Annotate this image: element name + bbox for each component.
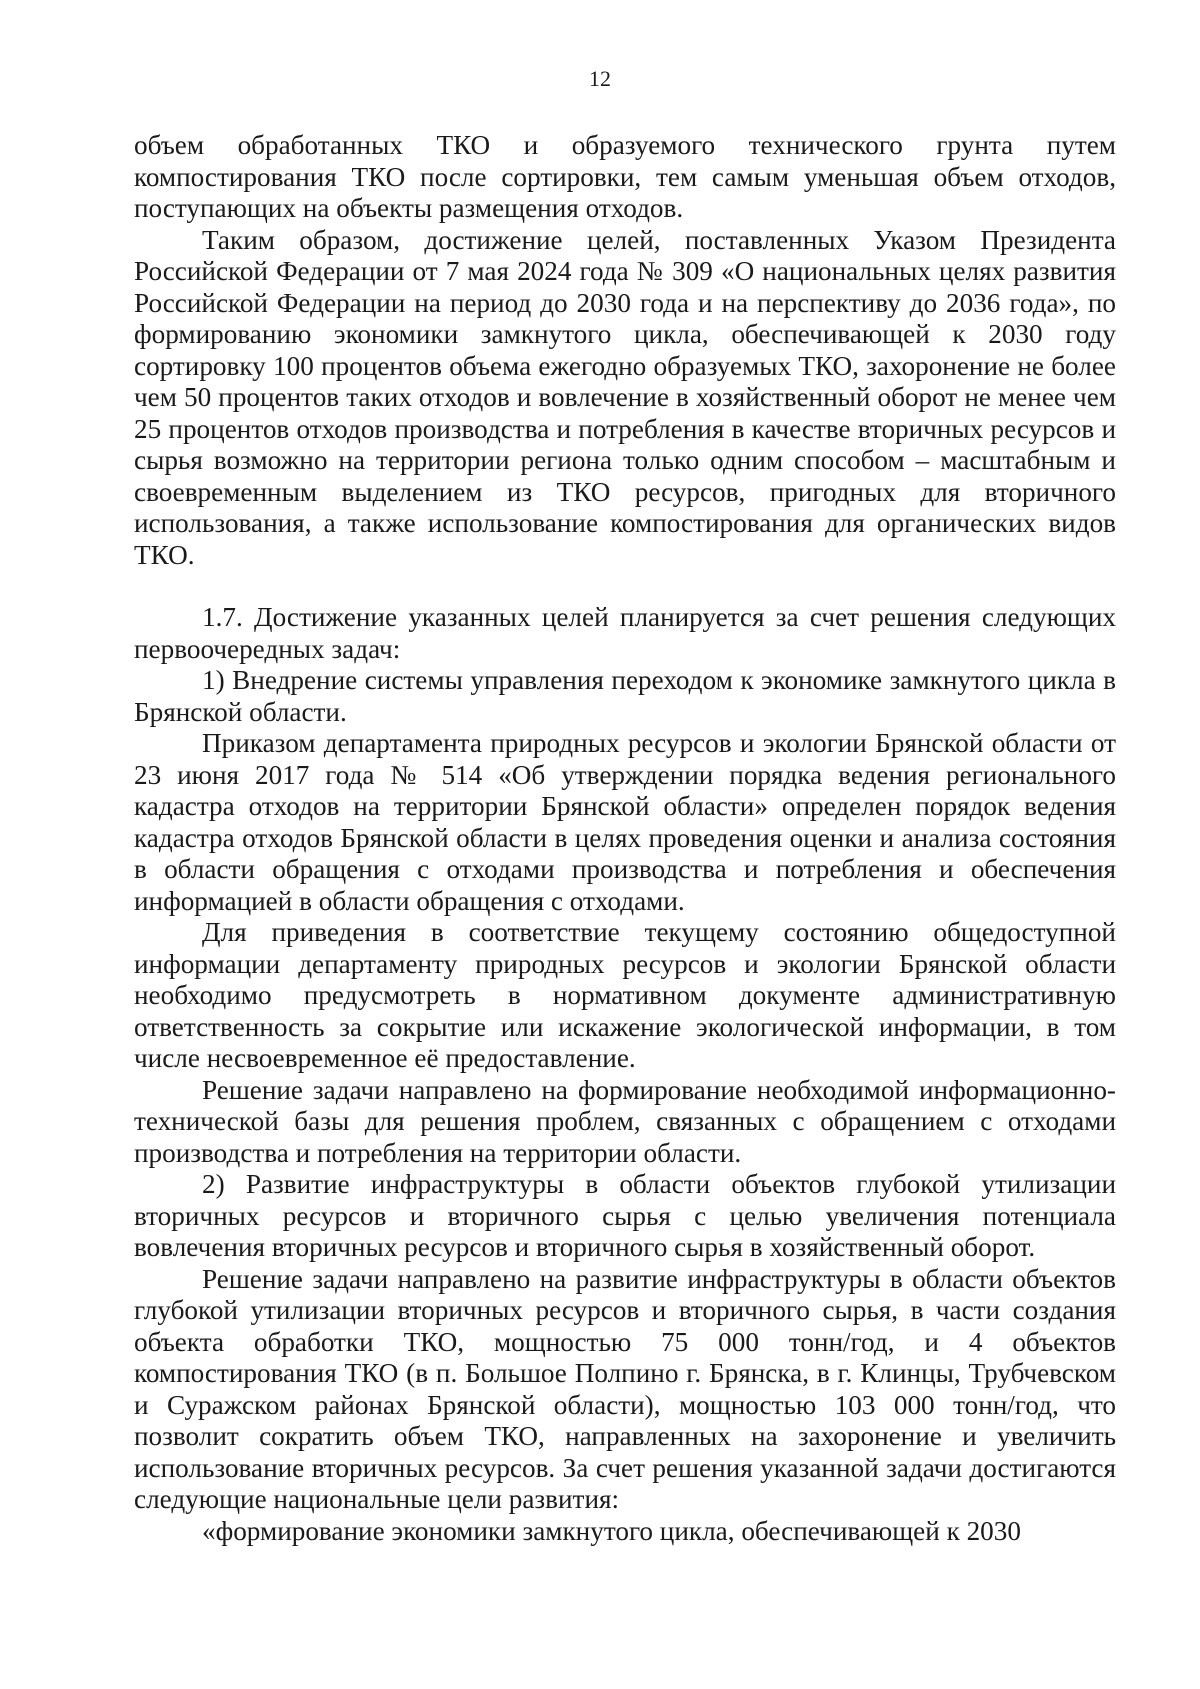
paragraph-public-information: Для приведения в соответствие текущему состоянию общедоступной информации департаменту природных ресурсов и экологии Брянской области необходимо предусмотреть в нормативном документе административную ответственность за сокрытие или искажение экологической информации, в том числе несвоевременное её предоставление.: [134, 917, 1116, 1073]
page-number: 12: [589, 66, 611, 91]
paragraph-task-1-solution: Решение задачи направлено на формирование необходимой информационно-технической базы для решения проблем, связанных с обращением с отходами производства и потребления на территории области.: [134, 1074, 1116, 1168]
document-body: [134, 130, 1116, 1547]
paragraph-task-2-solution: Решение задачи направлено на развитие инфраструктуры в области объектов глубокой утилизации вторичных ресурсов и вторичного сырья, в части создания объекта обработки ТКО, мощностью 75 000 тонн/год, и 4 объектов компостирования ТКО (в п. Большое Полпино г. Брянска, в г. Клинцы, Трубчевском и Суражском районах Брянской области), мощностью 103 000 тонн/год, что позволит сократить объем ТКО, направленных на захоронение и увеличить использование вторичных ресурсов. За счет решения указанной задачи достигаются следующие национальные цели развития:: [134, 1263, 1116, 1514]
paragraph-section-1-7: 1.7. Достижение указанных целей планируется за счет решения следующих первоочередных задач:: [134, 602, 1116, 664]
paragraph-task-1: 1) Внедрение системы управления переходом к экономике замкнутого цикла в Брянской области.: [134, 665, 1116, 727]
paragraph-national-goals: Таким образом, достижение целей, поставленных Указом Президента Российской Федерации от 7 мая 2024 года № 309 «О национальных целях развития Российской Федерации на период до 2030 года и на перспективу до 2036 года», по формированию экономики замкнутого цикла, обеспечивающей к 2030 году сортировку 100 процентов объема ежегодно образуемых ТКО, захоронение не более чем 50 процентов таких отходов и вовлечение в хозяйственный оборот не менее чем 25 процентов отходов производства и потребления в качестве вторичных ресурсов и сырья возможно на территории региона только одним способом – масштабным и своевременным выделением из ТКО ресурсов, пригодных для вторичного использования, а также использование компостирования для органических видов ТКО.: [134, 224, 1116, 570]
paragraph-continuation: объем обработанных ТКО и образуемого технического грунта путем компостирования ТКО после сортировки, тем самым уменьшая объем отходов, поступающих на объекты размещения отходов.: [134, 130, 1116, 223]
paragraph-task-2: 2) Развитие инфраструктуры в области объектов глубокой утилизации вторичных ресурсов и вторичного сырья с целью увеличения потенциала вовлечения вторичных ресурсов и вторичного сырья в хозяйственный оборот.: [134, 1169, 1116, 1262]
paragraph-quote-start: «формирование экономики замкнутого цикла, обеспечивающей к 2030: [202, 1515, 1021, 1546]
paragraph-order-514: Приказом департамента природных ресурсов и экологии Брянской области от 23 июня 2017 года № 514 «Об утверждении порядка ведения регионального кадастра отходов на территории Брянской области» определен порядок ведения кадастра отходов Брянской области в целях проведения оценки и анализа состояния в области обращения с отходами производства и потребления и обеспечения информацией в области обращения с отходами.: [134, 728, 1116, 916]
